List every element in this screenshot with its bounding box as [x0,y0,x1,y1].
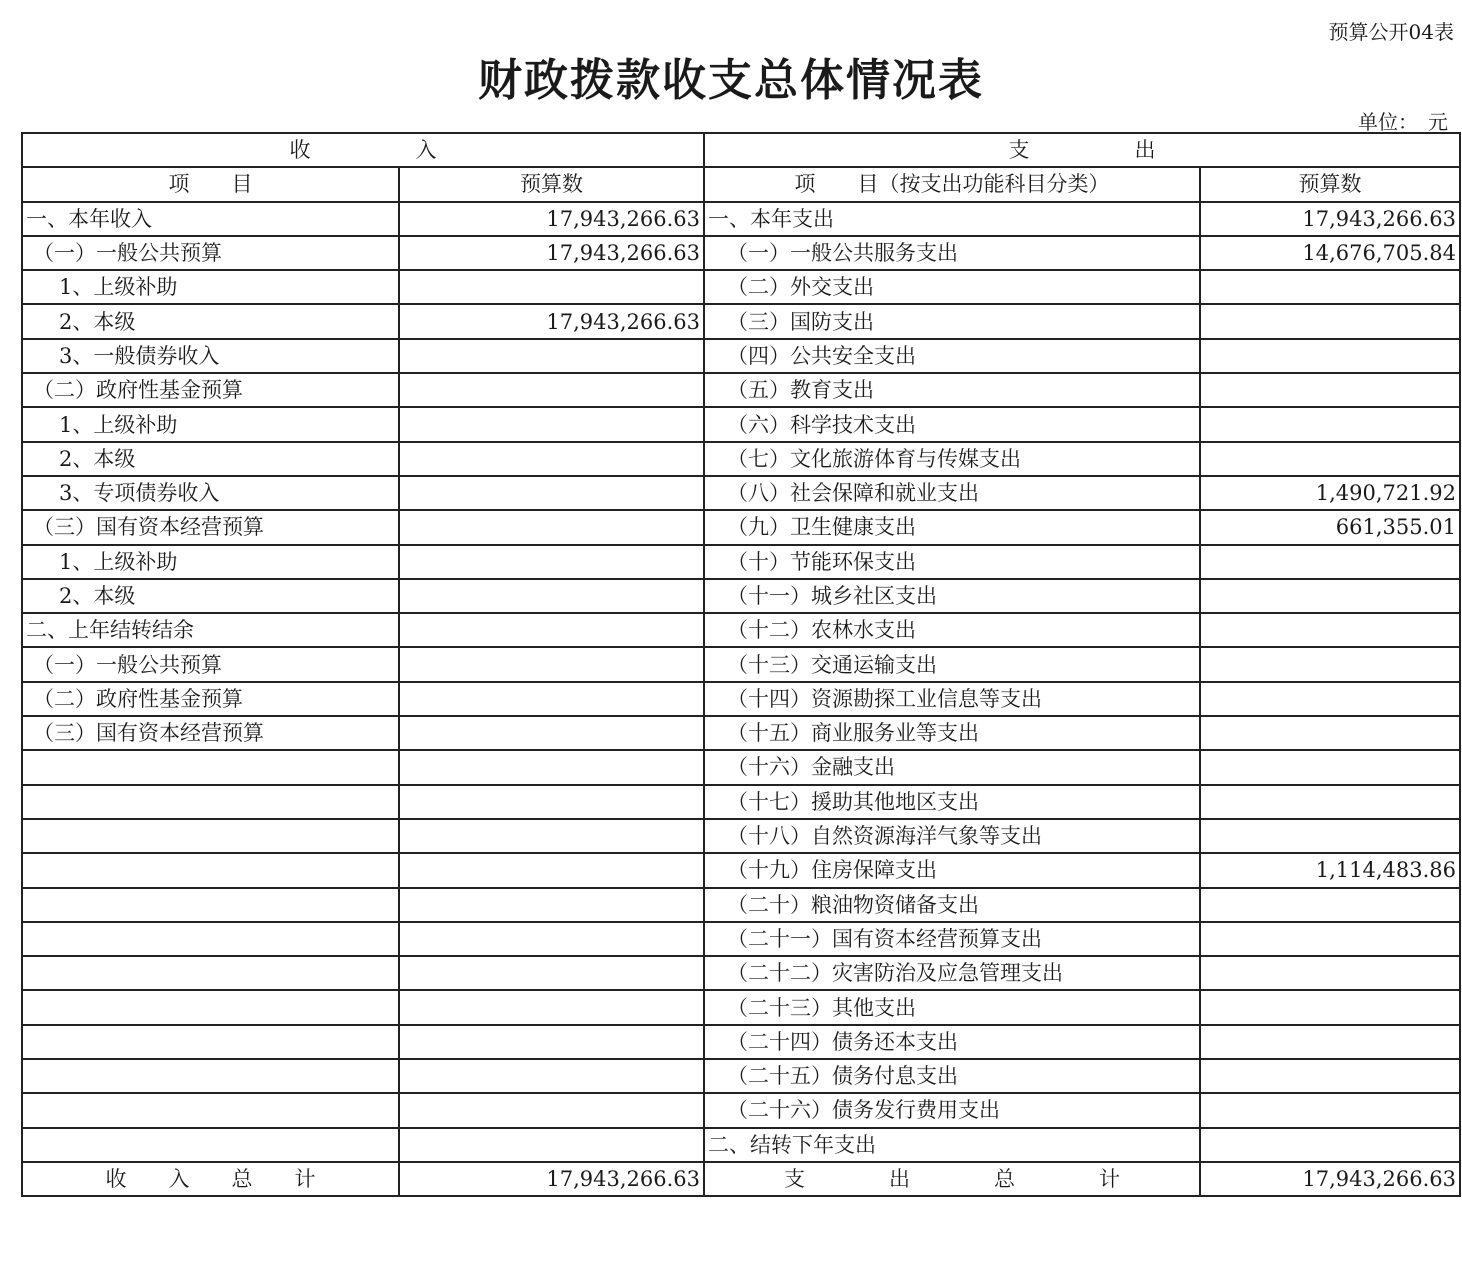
expense-budget-cell: 14,676,705.84 [1200,236,1460,270]
expense-budget-header: 预算数 [1200,167,1460,201]
expense-budget-cell [1200,716,1460,750]
expense-budget-cell: 1,490,721.92 [1200,476,1460,510]
income-budget-cell [399,922,704,956]
table-row [22,922,1460,956]
table-row [22,1093,1460,1127]
table-row [22,647,1460,681]
expense-item-cell: 一、本年支出 [704,202,1200,236]
expense-budget-cell [1200,613,1460,647]
income-budget-cell: 17,943,266.63 [399,304,704,338]
table-row [22,510,1460,544]
income-item-cell: 1、上级补助 [22,545,399,579]
expense-item-cell: （三）国防支出 [704,304,1200,338]
income-item-cell: 3、专项债券收入 [22,476,399,510]
table-row [22,1059,1460,1093]
income-budget-cell [399,339,704,373]
income-item-cell: （二）政府性基金预算 [22,682,399,716]
income-item-cell: 2、本级 [22,304,399,338]
expense-budget-cell [1200,956,1460,990]
table-row [22,407,1460,441]
income-item-cell [22,922,399,956]
income-budget-cell: 17,943,266.63 [399,236,704,270]
expense-item-cell: （四）公共安全支出 [704,339,1200,373]
income-budget-cell [399,476,704,510]
expense-budget-cell [1200,1128,1460,1162]
expense-total-label: 支 出 总 计 [704,1162,1200,1196]
expense-budget-cell [1200,682,1460,716]
income-item-cell: 二、上年结转结余 [22,613,399,647]
table-row [22,1128,1460,1162]
expense-item-cell: （二十二）灾害防治及应急管理支出 [704,956,1200,990]
expense-item-cell: （十四）资源勘探工业信息等支出 [704,682,1200,716]
table-row [22,545,1460,579]
income-budget-cell [399,785,704,819]
expense-budget-cell [1200,647,1460,681]
income-item-cell: （二）政府性基金预算 [22,373,399,407]
expense-budget-cell [1200,1059,1460,1093]
income-item-cell [22,1128,399,1162]
form-number: 预算公开04表 [1328,20,1454,44]
income-item-cell: （一）一般公共预算 [22,647,399,681]
expense-item-header: 项 目（按支出功能科目分类） [704,167,1200,201]
income-budget-cell [399,716,704,750]
table-row [22,442,1460,476]
table-row [22,1025,1460,1059]
income-budget-header: 预算数 [399,167,704,201]
expense-budget-cell [1200,442,1460,476]
expense-budget-cell: 1,114,483.86 [1200,853,1460,887]
totals-row [22,1162,1460,1196]
expense-item-cell: （十九）住房保障支出 [704,853,1200,887]
table-row [22,236,1460,270]
income-budget-cell [399,1059,704,1093]
expense-budget-cell [1200,304,1460,338]
income-budget-cell [399,373,704,407]
table-row [22,785,1460,819]
income-item-cell: （一）一般公共预算 [22,236,399,270]
income-item-cell [22,853,399,887]
expense-item-cell: （二十一）国有资本经营预算支出 [704,922,1200,956]
table-row [22,716,1460,750]
expense-item-cell: （十五）商业服务业等支出 [704,716,1200,750]
expense-item-cell: （十一）城乡社区支出 [704,579,1200,613]
expense-item-cell: （十六）金融支出 [704,750,1200,784]
income-total-label: 收 入 总 计 [22,1162,399,1196]
expense-item-cell: （八）社会保障和就业支出 [704,476,1200,510]
income-budget-cell [399,647,704,681]
expense-item-cell: （十七）援助其他地区支出 [704,785,1200,819]
expense-item-cell: （二十六）债务发行费用支出 [704,1093,1200,1127]
income-budget-cell [399,510,704,544]
income-item-cell: 一、本年收入 [22,202,399,236]
income-item-cell [22,1093,399,1127]
income-budget-cell [399,545,704,579]
expense-item-cell: （二十）粮油物资储备支出 [704,888,1200,922]
expense-budget-cell [1200,373,1460,407]
income-budget-cell [399,956,704,990]
budget-table [21,132,1461,1197]
income-budget-cell [399,613,704,647]
table-row [22,682,1460,716]
income-budget-cell [399,819,704,853]
expense-group-header: 支 出 [704,133,1460,167]
income-budget-cell [399,1128,704,1162]
expense-budget-cell [1200,785,1460,819]
expense-total-value: 17,943,266.63 [1200,1162,1460,1196]
expense-budget-cell [1200,1025,1460,1059]
expense-item-cell: （十三）交通运输支出 [704,647,1200,681]
header-row-group [22,133,1460,167]
expense-item-cell: （二十四）债务还本支出 [704,1025,1200,1059]
table-row [22,956,1460,990]
expense-item-cell: （十二）农林水支出 [704,613,1200,647]
table-row [22,888,1460,922]
expense-budget-cell [1200,270,1460,304]
table-row [22,202,1460,236]
table-row [22,750,1460,784]
income-item-cell: 1、上级补助 [22,407,399,441]
header-row-columns [22,167,1460,201]
expense-item-cell: （二）外交支出 [704,270,1200,304]
income-item-cell: 2、本级 [22,579,399,613]
expense-budget-cell [1200,339,1460,373]
income-item-cell: 1、上级补助 [22,270,399,304]
expense-item-cell: （十）节能环保支出 [704,545,1200,579]
income-budget-cell [399,750,704,784]
unit-label: 单位： 元 [1358,110,1448,134]
expense-budget-cell [1200,990,1460,1024]
expense-budget-cell [1200,922,1460,956]
income-budget-cell [399,442,704,476]
expense-item-cell: （九）卫生健康支出 [704,510,1200,544]
table-row [22,304,1460,338]
expense-item-cell: （六）科学技术支出 [704,407,1200,441]
table-row [22,579,1460,613]
expense-budget-cell [1200,750,1460,784]
expense-item-cell: （二十五）债务付息支出 [704,1059,1200,1093]
expense-item-cell: （七）文化旅游体育与传媒支出 [704,442,1200,476]
expense-budget-cell: 661,355.01 [1200,510,1460,544]
expense-budget-cell [1200,407,1460,441]
income-budget-cell: 17,943,266.63 [399,202,704,236]
income-item-cell [22,819,399,853]
income-item-cell [22,750,399,784]
income-item-cell [22,888,399,922]
income-item-cell [22,1025,399,1059]
income-budget-cell [399,407,704,441]
income-item-header: 项 目 [22,167,399,201]
table-row [22,613,1460,647]
table-row [22,819,1460,853]
income-budget-cell [399,270,704,304]
income-budget-cell [399,853,704,887]
expense-budget-cell: 17,943,266.63 [1200,202,1460,236]
expense-budget-cell [1200,579,1460,613]
table-row [22,853,1460,887]
expense-item-cell: （十八）自然资源海洋气象等支出 [704,819,1200,853]
expense-item-cell: （一）一般公共服务支出 [704,236,1200,270]
table-row [22,476,1460,510]
income-item-cell: 2、本级 [22,442,399,476]
income-budget-cell [399,888,704,922]
income-group-header: 收 入 [22,133,704,167]
income-item-cell: （三）国有资本经营预算 [22,510,399,544]
expense-budget-cell [1200,1093,1460,1127]
income-item-cell: （三）国有资本经营预算 [22,716,399,750]
page-title: 财政拨款收支总体情况表 [478,55,984,106]
income-item-cell [22,990,399,1024]
income-item-cell [22,1059,399,1093]
income-budget-cell [399,1093,704,1127]
table-row [22,990,1460,1024]
table-row [22,373,1460,407]
expense-item-cell: 二、结转下年支出 [704,1128,1200,1162]
expense-budget-cell [1200,819,1460,853]
income-item-cell [22,956,399,990]
expense-item-cell: （五）教育支出 [704,373,1200,407]
income-budget-cell [399,1025,704,1059]
expense-budget-cell [1200,545,1460,579]
income-total-value: 17,943,266.63 [399,1162,704,1196]
expense-budget-cell [1200,888,1460,922]
income-budget-cell [399,682,704,716]
table-row [22,270,1460,304]
income-item-cell [22,785,399,819]
expense-item-cell: （二十三）其他支出 [704,990,1200,1024]
income-item-cell: 3、一般债券收入 [22,339,399,373]
income-budget-cell [399,579,704,613]
income-budget-cell [399,990,704,1024]
table-row [22,339,1460,373]
